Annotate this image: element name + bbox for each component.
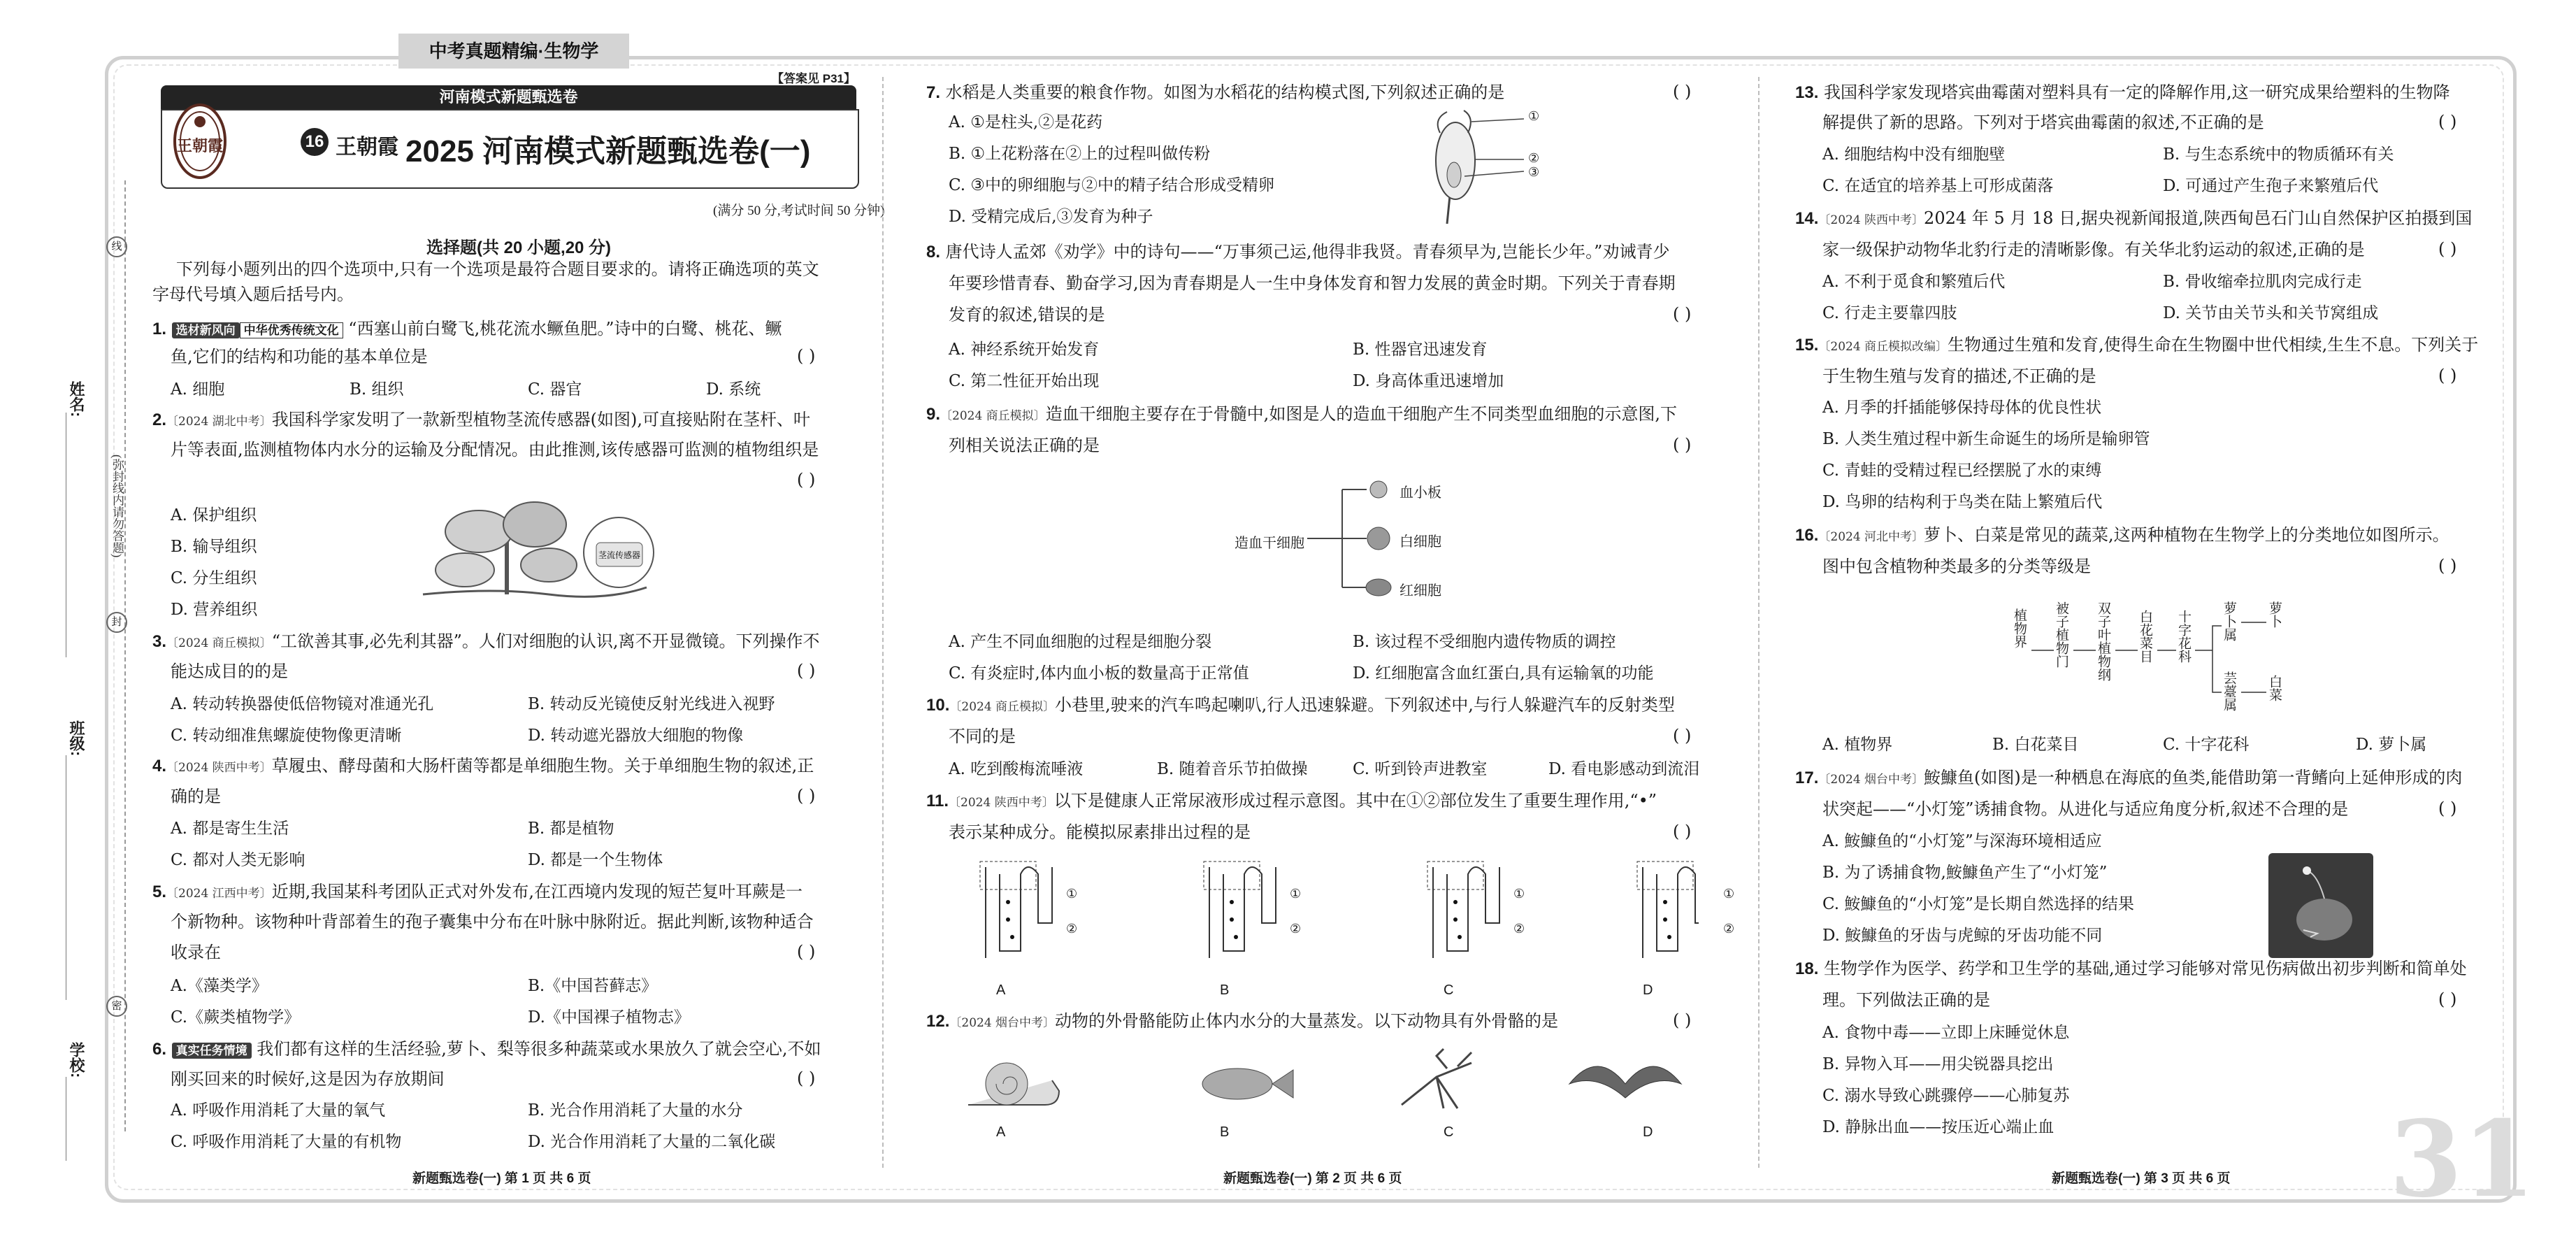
- q14-option-d: D. 关节由关节头和关节窝组成: [2163, 304, 2379, 322]
- q4-option-a: A. 都是寄生生活: [171, 820, 289, 838]
- q18-option-c: C. 溺水导致心跳骤停——心肺复苏: [1822, 1087, 2070, 1105]
- seal-ring-3: 密: [106, 996, 127, 1017]
- q3-option-b: B. 转动反光镜使反射光线进入视野: [528, 695, 775, 713]
- q16-option-a: A. 植物界: [1822, 736, 1893, 754]
- question-16: 16.〔2024 河北中考〕萝卜、白菜是常见的蔬菜,这两种植物在生物学上的分类地位如图所示。: [1795, 525, 2449, 545]
- q9-option-a: A. 产生不同血细胞的过程是细胞分裂: [949, 633, 1212, 651]
- question-10-line-2: 不同的是: [949, 727, 1016, 746]
- q1-option-c: C. 器官: [528, 380, 582, 399]
- question-14: 14.〔2024 陕西中考〕2024 年 5 月 18 日,据央视新闻报道,陕西甸邑石门山自然保护区拍摄到国: [1795, 208, 2473, 228]
- q6-option-d: D. 光合作用消耗了大量的二氧化碳: [528, 1133, 776, 1151]
- question-18-line-2: 理。下列做法正确的是: [1822, 990, 1990, 1010]
- question-10: 10.〔2024 商丘模拟〕小巷里,驶来的汽车鸣起喇叭,行人迅速躲避。下列叙述中,与行人躲避汽车的反射类型: [926, 695, 1675, 715]
- q14-option-c: C. 行走主要靠四肢: [1822, 304, 1957, 322]
- q1-option-b: B. 组织: [350, 380, 404, 399]
- q10-option-a: A. 吃到酸梅流唾液: [949, 760, 1084, 778]
- q8-option-c: C. 第二性征开始出现: [949, 372, 1100, 390]
- question-15: 15.〔2024 商丘模拟改编〕生物通过生殖和发育,使得生命在生物圈中世代相续,生生不息。下列关于: [1795, 335, 2479, 355]
- tree-kingdom: 植物界: [2012, 608, 2027, 648]
- title-brand: 王朝霞: [336, 135, 398, 159]
- animal-label-c: C: [1444, 1124, 1454, 1140]
- q3-option-a: A. 转动转换器使低倍物镜对准通光孔: [171, 695, 434, 713]
- footer-page-1: 新题甄选卷(一) 第 1 页 共 6 页: [412, 1171, 591, 1186]
- q1-option-d: D. 系统: [706, 380, 761, 399]
- question-9: 9.〔2024 商丘模拟〕造血干细胞主要存在于骨髓中,如图是人的造血干细胞产生不同类型血细胞的示意图,下: [926, 404, 1677, 424]
- anglerfish-photo: [2268, 853, 2373, 958]
- question-11: 11.〔2024 陕西中考〕以下是健康人正常尿液形成过程示意图。其中在①②部位发生了重要生理作用,“•”: [926, 791, 1657, 810]
- q9-option-b: B. 该过程不受细胞内遗传物质的调控: [1353, 633, 1616, 651]
- q4-option-b: B. 都是植物: [528, 820, 614, 838]
- tree-class: 双子叶植物纲: [2096, 601, 2110, 681]
- q2-option-c: C. 分生组织: [171, 569, 257, 587]
- answer-paren: ( ): [1673, 82, 1692, 101]
- question-13-line-2: 解提供了新的思路。下列对于塔宾曲霉菌的叙述,不正确的是: [1822, 113, 2264, 132]
- rice-mark-3: ③: [1528, 165, 1540, 179]
- school-label: 学校:: [68, 1042, 85, 1078]
- bat-image: [1569, 1066, 1681, 1098]
- q15-option-b: B. 人类生殖过程中新生命诞生的场所是输卵管: [1822, 430, 2150, 448]
- q17-option-a: A. 鮟鱇鱼的“小灯笼”与深海环境相适应: [1822, 832, 2102, 850]
- q10-option-b: B. 随着音乐节拍做操: [1157, 760, 1308, 778]
- q7-option-c: C. ③中的卵细胞与②中的精子结合形成受精卵: [949, 176, 1275, 194]
- q8-option-b: B. 性器官迅速发育: [1353, 341, 1488, 359]
- column-divider-2: [1758, 77, 1760, 1168]
- footer-page-3: 新题甄选卷(一) 第 3 页 共 6 页: [2052, 1171, 2231, 1186]
- snail-image: [968, 1063, 1059, 1105]
- answer-paren: ( ): [797, 470, 816, 489]
- q5-option-c: C.《蕨类植物学》: [171, 1008, 301, 1027]
- red-cell-label: 红细胞: [1399, 583, 1441, 599]
- question-3-line-2: 能达成目的的是: [171, 662, 288, 681]
- q17-option-c: C. 鮟鱇鱼的“小灯笼”是长期自然选择的结果: [1822, 895, 2134, 913]
- tree-genus-brassica: 芸薹属: [2222, 671, 2236, 711]
- q16-option-b: B. 白花菜目: [1992, 736, 2079, 754]
- nephron-label-d: D: [1643, 982, 1653, 998]
- section-heading: 选择题(共 20 小题,20 分): [426, 238, 612, 257]
- sensor-label: 茎流传感器: [598, 550, 641, 560]
- answer-paren: ( ): [1673, 304, 1692, 324]
- q9-option-d: D. 红细胞富含血红蛋白,具有运输氧的功能: [1353, 664, 1654, 682]
- q13-option-c: C. 在适宜的培养基上可形成菌落: [1822, 177, 2054, 195]
- tree-genus-radish: 萝卜属: [2222, 601, 2236, 641]
- column-divider-1: [882, 77, 884, 1168]
- q6-option-c: C. 呼吸作用消耗了大量的有机物: [171, 1133, 402, 1151]
- nephron-label-c: C: [1444, 982, 1454, 998]
- q9-option-c: C. 有炎症时,体内血小板的数量高于正常值: [949, 664, 1249, 682]
- page-number: 31: [2389, 1098, 2535, 1221]
- binding-line: [124, 180, 126, 1131]
- series-label: 中考真题精编·生物学: [398, 34, 629, 69]
- q15-option-a: A. 月季的扦插能够保持母体的优良性状: [1822, 399, 2102, 417]
- answer-paren: ( ): [797, 661, 816, 680]
- question-7: 7. 水稻是人类重要的粮食作物。如图为水稻花的结构模式图,下列叙述正确的是: [926, 83, 1505, 102]
- fish-image: [1202, 1068, 1293, 1099]
- q17-option-b: B. 为了诱捕食物,鮟鱇鱼产生了“小灯笼”: [1822, 864, 2108, 882]
- tree-species-cabbage: 白菜: [2267, 675, 2282, 701]
- q14-option-a: A. 不利于觅食和繁殖后代: [1822, 273, 2006, 291]
- q13-option-b: B. 与生态系统中的物质循环有关: [2163, 145, 2394, 164]
- nephron-c-mark-2: ②: [1513, 922, 1525, 936]
- answer-paren: ( ): [797, 786, 816, 806]
- question-6-line-2: 刚买回来的时候好,这是因为存放期间: [171, 1069, 445, 1089]
- question-8: 8. 唐代诗人孟郊《劝学》中的诗句——“万事须己运,他得非我贤。青春须早为,岂能长少年。”劝诫青少: [926, 242, 1670, 262]
- footer-page-2: 新题甄选卷(一) 第 2 页 共 6 页: [1223, 1171, 1402, 1186]
- nephron-a-mark-1: ①: [1066, 887, 1078, 901]
- question-13: 13. 我国科学家发现塔宾曲霉菌对塑料具有一定的降解作用,这一研究成果给塑料的生物降: [1795, 83, 2450, 102]
- answer-paren: ( ): [2438, 799, 2457, 818]
- intro-line-2: 字母代号填入题后括号内。: [152, 285, 354, 304]
- nephron-label-a: A: [996, 982, 1006, 998]
- name-label: 姓名:: [68, 381, 85, 417]
- q7-option-d: D. 受精完成后,③发育为种子: [949, 208, 1153, 226]
- answer-paren: ( ): [797, 346, 816, 366]
- q15-option-d: D. 鸟卵的结构利于鸟类在陆上繁殖后代: [1822, 493, 2103, 511]
- question-2: 2.〔2024 湖北中考〕我国科学家发明了一款新型植物茎流传感器(如图),可直接贴附在茎杆、叶: [152, 410, 811, 429]
- question-18: 18. 生物学作为医学、药学和卫生学的基础,通过学习能够对常见伤病做出初步判断和简单处: [1795, 959, 2467, 978]
- tree-lines: [2013, 601, 2307, 720]
- animal-label-b: B: [1220, 1124, 1230, 1140]
- q7-option-b: B. ①上花粉落在②上的过程叫做传粉: [949, 145, 1211, 163]
- tree-species-radish: 萝卜: [2267, 601, 2282, 628]
- animals-figure: [954, 1042, 1716, 1119]
- nephron-a-mark-2: ②: [1066, 922, 1078, 936]
- q17-option-d: D. 鮟鱇鱼的牙齿与虎鲸的牙齿功能不同: [1822, 927, 2103, 945]
- q3-option-d: D. 转动遮光器放大细胞的物像: [528, 727, 744, 745]
- nephron-label-b: B: [1220, 982, 1230, 998]
- question-6: 6. 真实任务情境 我们都有这样的生活经验,萝卜、梨等很多种蔬菜或水果放久了就会空心,不如: [152, 1039, 821, 1059]
- answer-paren: ( ): [2438, 989, 2457, 1009]
- answer-paren: ( ): [797, 942, 816, 962]
- answer-paren: ( ): [1673, 1010, 1692, 1030]
- brand-seal-logo: [172, 101, 228, 182]
- q3-option-c: C. 转动细准焦螺旋使物像更清晰: [171, 727, 402, 745]
- question-2-line-2: 片等表面,监测植物体内水分的运输及分配情况。由此推测,该传感器可监测的植物组织是: [171, 440, 819, 459]
- question-9-line-2: 列相关说法正确的是: [949, 436, 1100, 455]
- rice-mark-2: ②: [1528, 151, 1540, 165]
- nephron-d-mark-2: ②: [1723, 922, 1735, 936]
- q2-option-a: A. 保护组织: [171, 506, 257, 524]
- q10-option-c: C. 听到铃声进教室: [1353, 760, 1488, 778]
- q18-option-d: D. 静脉出血——按压近心端止血: [1822, 1118, 2055, 1136]
- tree-phylum: 被子植物门: [2054, 601, 2068, 668]
- tree-family: 十字花科: [2176, 610, 2191, 663]
- question-14-line-2: 家一级保护动物华北豹行走的清晰影像。有关华北豹运动的叙述,正确的是: [1822, 240, 2365, 259]
- question-11-line-2: 表示某种成分。能模拟尿素排出过程的是: [949, 822, 1251, 842]
- intro-line-1: 下列每小题列出的四个选项中,只有一个选项是最符合题目要求的。请将正确选项的英文: [176, 259, 819, 279]
- seal-note: (弥封线内请勿答题): [110, 455, 124, 558]
- question-1-line-2: 鱼,它们的结构和功能的基本单位是: [171, 347, 428, 366]
- q16-option-d: D. 萝卜属: [2356, 736, 2427, 754]
- question-3: 3.〔2024 商丘模拟〕“工欲善其事,必先利其器”。人们对细胞的认识,离不开显微镜。下列操作不: [152, 631, 820, 651]
- q14-option-b: B. 骨收缩牵拉肌肉完成行走: [2163, 273, 2362, 291]
- q6-option-a: A. 呼吸作用消耗了大量的氧气: [171, 1101, 386, 1120]
- q2-option-d: D. 营养组织: [171, 601, 258, 619]
- seal-ring-2: 封: [106, 612, 127, 633]
- question-17: 17.〔2024 烟台中考〕鮟鱇鱼(如图)是一种栖息在海底的鱼类,能借助第一背鳍向上延伸形成的肉: [1795, 768, 2463, 787]
- answer-paren: ( ): [2438, 366, 2457, 385]
- question-5-line-2: 个新物种。该物种叶背部着生的孢子囊集中分布在叶脉中脉附近。据此判断,该物种适合: [171, 912, 814, 931]
- mantis-image: [1402, 1049, 1472, 1108]
- tree-order: 白花菜目: [2138, 610, 2152, 663]
- seal-ring-1: 线: [106, 236, 127, 257]
- question-1: 1. 选材新风向 中华优秀传统文化 “西塞山前白鹭飞,桃花流水鳜鱼肥。”诗中的白鹭、桃花、鳜: [152, 319, 782, 338]
- question-12: 12.〔2024 烟台中考〕动物的外骨骼能防止体内水分的大量蒸发。以下动物具有外骨骼的是: [926, 1011, 1559, 1031]
- q1-option-a: A. 细胞: [171, 380, 225, 399]
- answer-paren: ( ): [797, 1068, 816, 1088]
- q18-option-b: B. 异物入耳——用尖锐器具挖出: [1822, 1055, 2054, 1073]
- platelet-label: 血小板: [1399, 485, 1441, 501]
- title-number-badge: 16: [301, 128, 329, 156]
- nephron-figure-set: [972, 853, 1699, 979]
- question-5: 5.〔2024 江西中考〕近期,我国某科考团队正式对外发布,在江西境内发现的短芒复叶耳蕨是一: [152, 882, 803, 901]
- nephron-d-mark-1: ①: [1723, 887, 1735, 901]
- q6-option-b: B. 光合作用消耗了大量的水分: [528, 1101, 743, 1120]
- nephron-b-mark-1: ①: [1290, 887, 1302, 901]
- nephron-c-mark-1: ①: [1513, 887, 1525, 901]
- q16-option-c: C. 十字花科: [2163, 736, 2250, 754]
- answer-paren: ( ): [1673, 435, 1692, 455]
- answer-ref: 【答案见 P31】: [772, 72, 856, 85]
- q5-option-b: B.《中国苔藓志》: [528, 977, 658, 995]
- q5-option-a: A.《藻类学》: [171, 977, 268, 995]
- question-8-line-2: 年要珍惜青春、勤奋学习,因为青春期是人一生中身体发育和智力发展的黄金时期。下列关于青春期: [949, 273, 1676, 293]
- q18-option-a: A. 食物中毒——立即上床睡觉休息: [1822, 1024, 2070, 1042]
- q15-option-c: C. 青蛙的受精过程已经摆脱了水的束缚: [1822, 462, 2102, 480]
- tag-bar: 河南模式新题甄选卷: [161, 85, 856, 109]
- question-4-line-2: 确的是: [171, 787, 221, 806]
- question-5-line-3: 收录在: [171, 943, 221, 962]
- answer-paren: ( ): [1673, 822, 1692, 841]
- q5-option-d: D.《中国裸子植物志》: [528, 1008, 690, 1027]
- q10-option-d: D. 看电影感动到流泪: [1548, 760, 1700, 778]
- page-title: 2025 河南模式新题甄选卷(一): [405, 134, 811, 169]
- question-8-line-3: 发育的叙述,错误的是: [949, 305, 1105, 324]
- question-16-line-2: 图中包含植物种类最多的分类等级是: [1822, 557, 2091, 576]
- question-15-line-2: 于生物生殖与发育的描述,不正确的是: [1822, 366, 2096, 386]
- question-17-line-2: 状突起——“小灯笼”诱捕食物。从进化与适应角度分析,叙述不合理的是: [1822, 799, 2349, 819]
- q4-option-c: C. 都对人类无影响: [171, 851, 305, 869]
- answer-paren: ( ): [2438, 112, 2457, 131]
- q7-option-a: A. ①是柱头,②是花药: [949, 113, 1103, 131]
- nephron-figures: [972, 853, 1699, 979]
- class-label: 班级:: [68, 720, 85, 757]
- animal-label-d: D: [1643, 1124, 1653, 1140]
- white-cell-label: 白细胞: [1399, 534, 1441, 550]
- svg-text:王朝霞: 王朝霞: [176, 137, 224, 155]
- q13-option-d: D. 可通过产生孢子来繁殖后代: [2163, 177, 2379, 195]
- q8-option-d: D. 身高体重迅速增加: [1353, 372, 1504, 390]
- q4-option-d: D. 都是一个生物体: [528, 851, 663, 869]
- q13-option-a: A. 细胞结构中没有细胞壁: [1822, 145, 2006, 164]
- classification-tree: [2013, 601, 2307, 720]
- plant-sensor-figure: [409, 482, 661, 608]
- q8-option-a: A. 神经系统开始发育: [949, 341, 1100, 359]
- q2-option-b: B. 输导组织: [171, 538, 257, 556]
- exam-meta: (满分 50 分,考试时间 50 分钟): [713, 203, 885, 218]
- animal-label-a: A: [996, 1124, 1006, 1140]
- stem-cell-label: 造血干细胞: [1235, 536, 1304, 551]
- answer-paren: ( ): [1673, 726, 1692, 745]
- rice-mark-1: ①: [1528, 109, 1540, 123]
- answer-paren: ( ): [2438, 556, 2457, 576]
- question-4: 4.〔2024 陕西中考〕草履虫、酵母菌和大肠杆菌等都是单细胞生物。关于单细胞生物的叙述,正: [152, 756, 814, 775]
- nephron-b-mark-2: ②: [1290, 922, 1302, 936]
- answer-paren: ( ): [2438, 239, 2457, 259]
